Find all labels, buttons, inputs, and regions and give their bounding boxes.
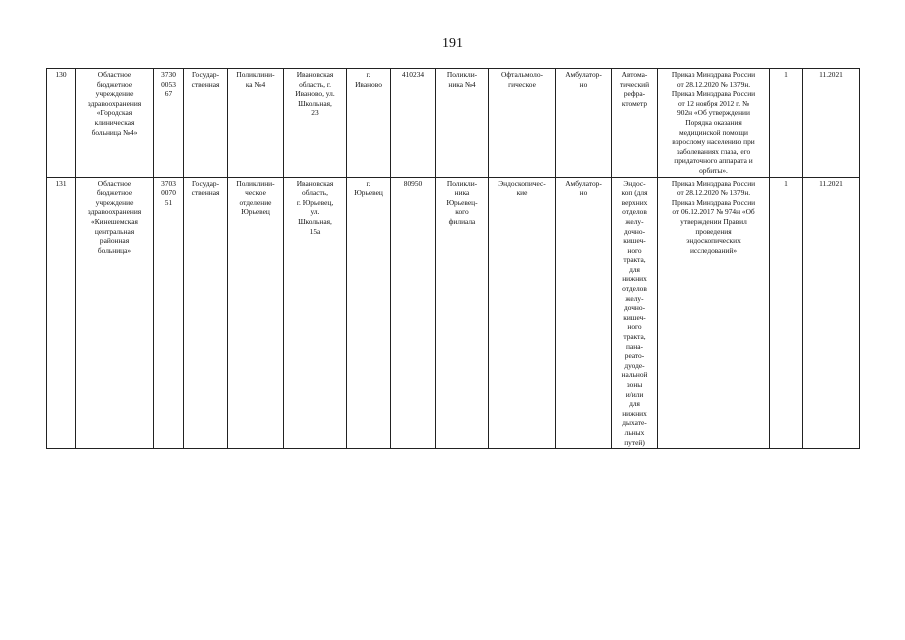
cell-text-line: для [629,264,640,274]
cell-text-line: Порядка оказания [685,117,742,127]
division-cell [436,177,489,449]
cell-text-line: путей) [624,437,645,447]
cell-text-line: ника №4 [448,79,476,89]
cell-text-line: ктометр [621,98,648,108]
cell-text-line: заболеваниях глаза, его [676,146,751,156]
cell-text-line: тический [619,79,650,89]
cell-text-line: коп (для [621,188,648,198]
quantity-cell: 1 [770,177,803,449]
cell-text-line: больница» [97,245,132,255]
cell-text-line: учреждение [95,197,134,207]
cell-text-line: ника [454,188,470,198]
cell-text-line: от 06.12.2017 № 974н «Об [672,207,755,217]
cell-text-line: отделение [239,197,272,207]
cell-text-line: Поликлини- [236,70,275,79]
cell-text-line: желу- [625,293,644,303]
city-cell [347,177,391,449]
profile-cell [489,69,556,178]
organization-cell [76,177,154,449]
cell-text-line: бюджетное [96,188,133,198]
cell-text-line: Приказ Минздрава России [671,89,756,99]
equipment-cell [612,69,658,178]
cell-text-line: пана- [626,341,643,351]
profile-cell [489,177,556,449]
cell-text-line: кишеч- [623,236,646,246]
cell-text-line: медицинской помощи [679,127,748,137]
cell-text-line: Амбулатор- [565,70,602,79]
cell-text-line: верхних [621,197,648,207]
cell-text-line: г. [366,178,371,188]
cell-text-line: «Кинешемская [91,216,138,226]
cell-text-line: 67 [164,89,173,99]
cell-text-line: Государ- [191,70,220,79]
cell-text-line: дуоде- [624,360,645,370]
cell-text-line: ственная [191,79,220,89]
cell-text-line: эндоскопических [686,236,741,246]
cell-text-line: орбиты». [699,165,728,175]
row-number-cell: 130 [47,69,76,178]
cell-text-line: и/или [625,389,644,399]
cell-text-line: 51 [164,197,173,207]
cell-text-line: кие [516,188,528,198]
cell-text-line: дочно- [623,226,646,236]
cell-text-line: Офтальмоло- [501,70,543,79]
cell-text-line: исследований» [689,245,738,255]
cell-text-line: тракта, [623,332,646,342]
cell-text-line: Поликлини- [236,178,275,188]
unit-cell [228,69,284,178]
cell-text-line: здравоохранения [87,207,142,217]
org-code-cell [154,177,184,449]
cell-text-line: утверждении Правил [680,216,747,226]
cell-text-line: гическое [508,79,536,89]
cell-text-line: 3730 [161,70,176,79]
cell-text-line: проведения [695,226,732,236]
cell-text-line: г. [366,70,371,79]
cell-text-line: Приказ Минздрава России [671,197,756,207]
cell-text-line: 0070 [161,188,176,198]
equipment-cell [612,177,658,449]
date-cell: 11.2021 [803,69,860,178]
city-cell [347,69,391,178]
cell-text-line: дыхате- [622,418,647,428]
row-number-cell: 131 [47,177,76,449]
cell-text-line: ка №4 [245,79,266,89]
cell-text-line: Приказ Минздрава России [671,178,756,188]
cell-text-line: дочно- [623,303,646,313]
postcode-cell: 80950 [391,177,436,449]
cell-text-line: зоны [626,380,643,389]
cell-text-line: Иваново [355,79,382,89]
cell-text-line: реато- [624,351,645,361]
cell-text-line: здравоохранения [87,98,142,108]
cell-text-line: Юрьевец- [446,197,478,207]
cell-text-line: Автома- [621,70,648,79]
cell-text-line: от 28.12.2020 № 1379н. [676,188,751,198]
orders-cell [658,69,770,178]
table-row [47,177,860,449]
cell-text-line: от 12 ноября 2012 г. № [677,98,750,108]
cell-text-line: желу- [625,216,644,226]
cell-text-line: Приказ Минздрава России [671,70,756,79]
address-cell [284,69,347,178]
cell-text-line: ул. [310,207,320,217]
cell-text-line: ческое [245,188,266,198]
cell-text-line: Ивановская [296,70,334,79]
cell-text-line: нижних [622,274,647,284]
cell-text-line: нижних [622,408,647,418]
cell-text-line: районная [99,236,130,246]
cell-text-line: льных [624,427,645,437]
cell-text-line: ного [627,322,642,332]
page-number: 191 [442,36,463,51]
cell-text-line: кого [455,207,469,217]
cell-text-line: 0053 [161,79,176,89]
cell-text-line: 3703 [161,178,176,188]
cell-text-line: Государ- [191,178,220,188]
cell-text-line: область, [302,188,328,198]
cell-text-line: Амбулатор- [565,178,602,188]
orders-cell [658,177,770,449]
cell-text-line: тракта, [623,255,646,265]
cell-text-line: бюджетное [96,79,133,89]
cell-text-line: отделов [622,207,647,217]
cell-text-line: филиала [448,216,476,226]
cell-text-line: клиническая [94,117,135,127]
unit-cell [228,177,284,449]
ownership-cell [184,177,228,449]
postcode-cell: 410234 [391,69,436,178]
cell-text-line: но [579,188,588,198]
quantity-cell: 1 [770,69,803,178]
cell-text-line: Школьная, [298,216,332,226]
cell-text-line: 902н «Об утверждении [677,108,750,118]
cell-text-line: отделов [622,284,647,294]
cell-text-line: «Городская [96,108,133,118]
cell-text-line: Ивановская [296,178,334,188]
care-type-cell [556,69,612,178]
organization-cell [76,69,154,178]
cell-text-line: 23 [311,108,319,118]
cell-text-line: Поликли- [446,70,478,79]
cell-text-line: Областное [97,178,132,188]
cell-text-line: но [579,79,588,89]
cell-text-line: Юрьевец [241,207,270,217]
date-cell: 11.2021 [803,177,860,449]
cell-text-line: 15а [309,226,321,236]
cell-text-line: кишеч- [623,312,646,322]
cell-text-line: для [629,399,640,409]
ownership-cell [184,69,228,178]
registry-table [46,68,860,449]
cell-text-line: больница №4» [91,127,138,137]
cell-text-line: Областное [97,70,132,79]
division-cell [436,69,489,178]
cell-text-line: учреждение [95,89,134,99]
table-body [47,69,860,449]
cell-text-line: нальной [621,370,648,380]
cell-text-line: Иваново, ул. [295,89,335,99]
table-row [47,69,860,178]
cell-text-line: придаточного аппарата и [674,156,753,166]
cell-text-line: Эндос- [623,178,646,188]
address-cell [284,177,347,449]
cell-text-line: от 28.12.2020 № 1379н. [676,79,751,89]
cell-text-line: Юрьевец [354,188,383,198]
cell-text-line: область, г. [299,79,331,89]
org-code-cell [154,69,184,178]
cell-text-line: ного [627,245,642,255]
cell-text-line: рефра- [623,89,646,99]
cell-text-line: Поликли- [446,178,478,188]
cell-text-line: г. Юрьевец, [296,197,334,207]
cell-text-line: ственная [191,188,220,198]
cell-text-line: центральная [94,226,135,236]
cell-text-line: взрослому населению при [672,137,755,147]
care-type-cell [556,177,612,449]
cell-text-line: Школьная, [298,98,332,108]
cell-text-line: Эндоскопичес- [498,178,546,188]
